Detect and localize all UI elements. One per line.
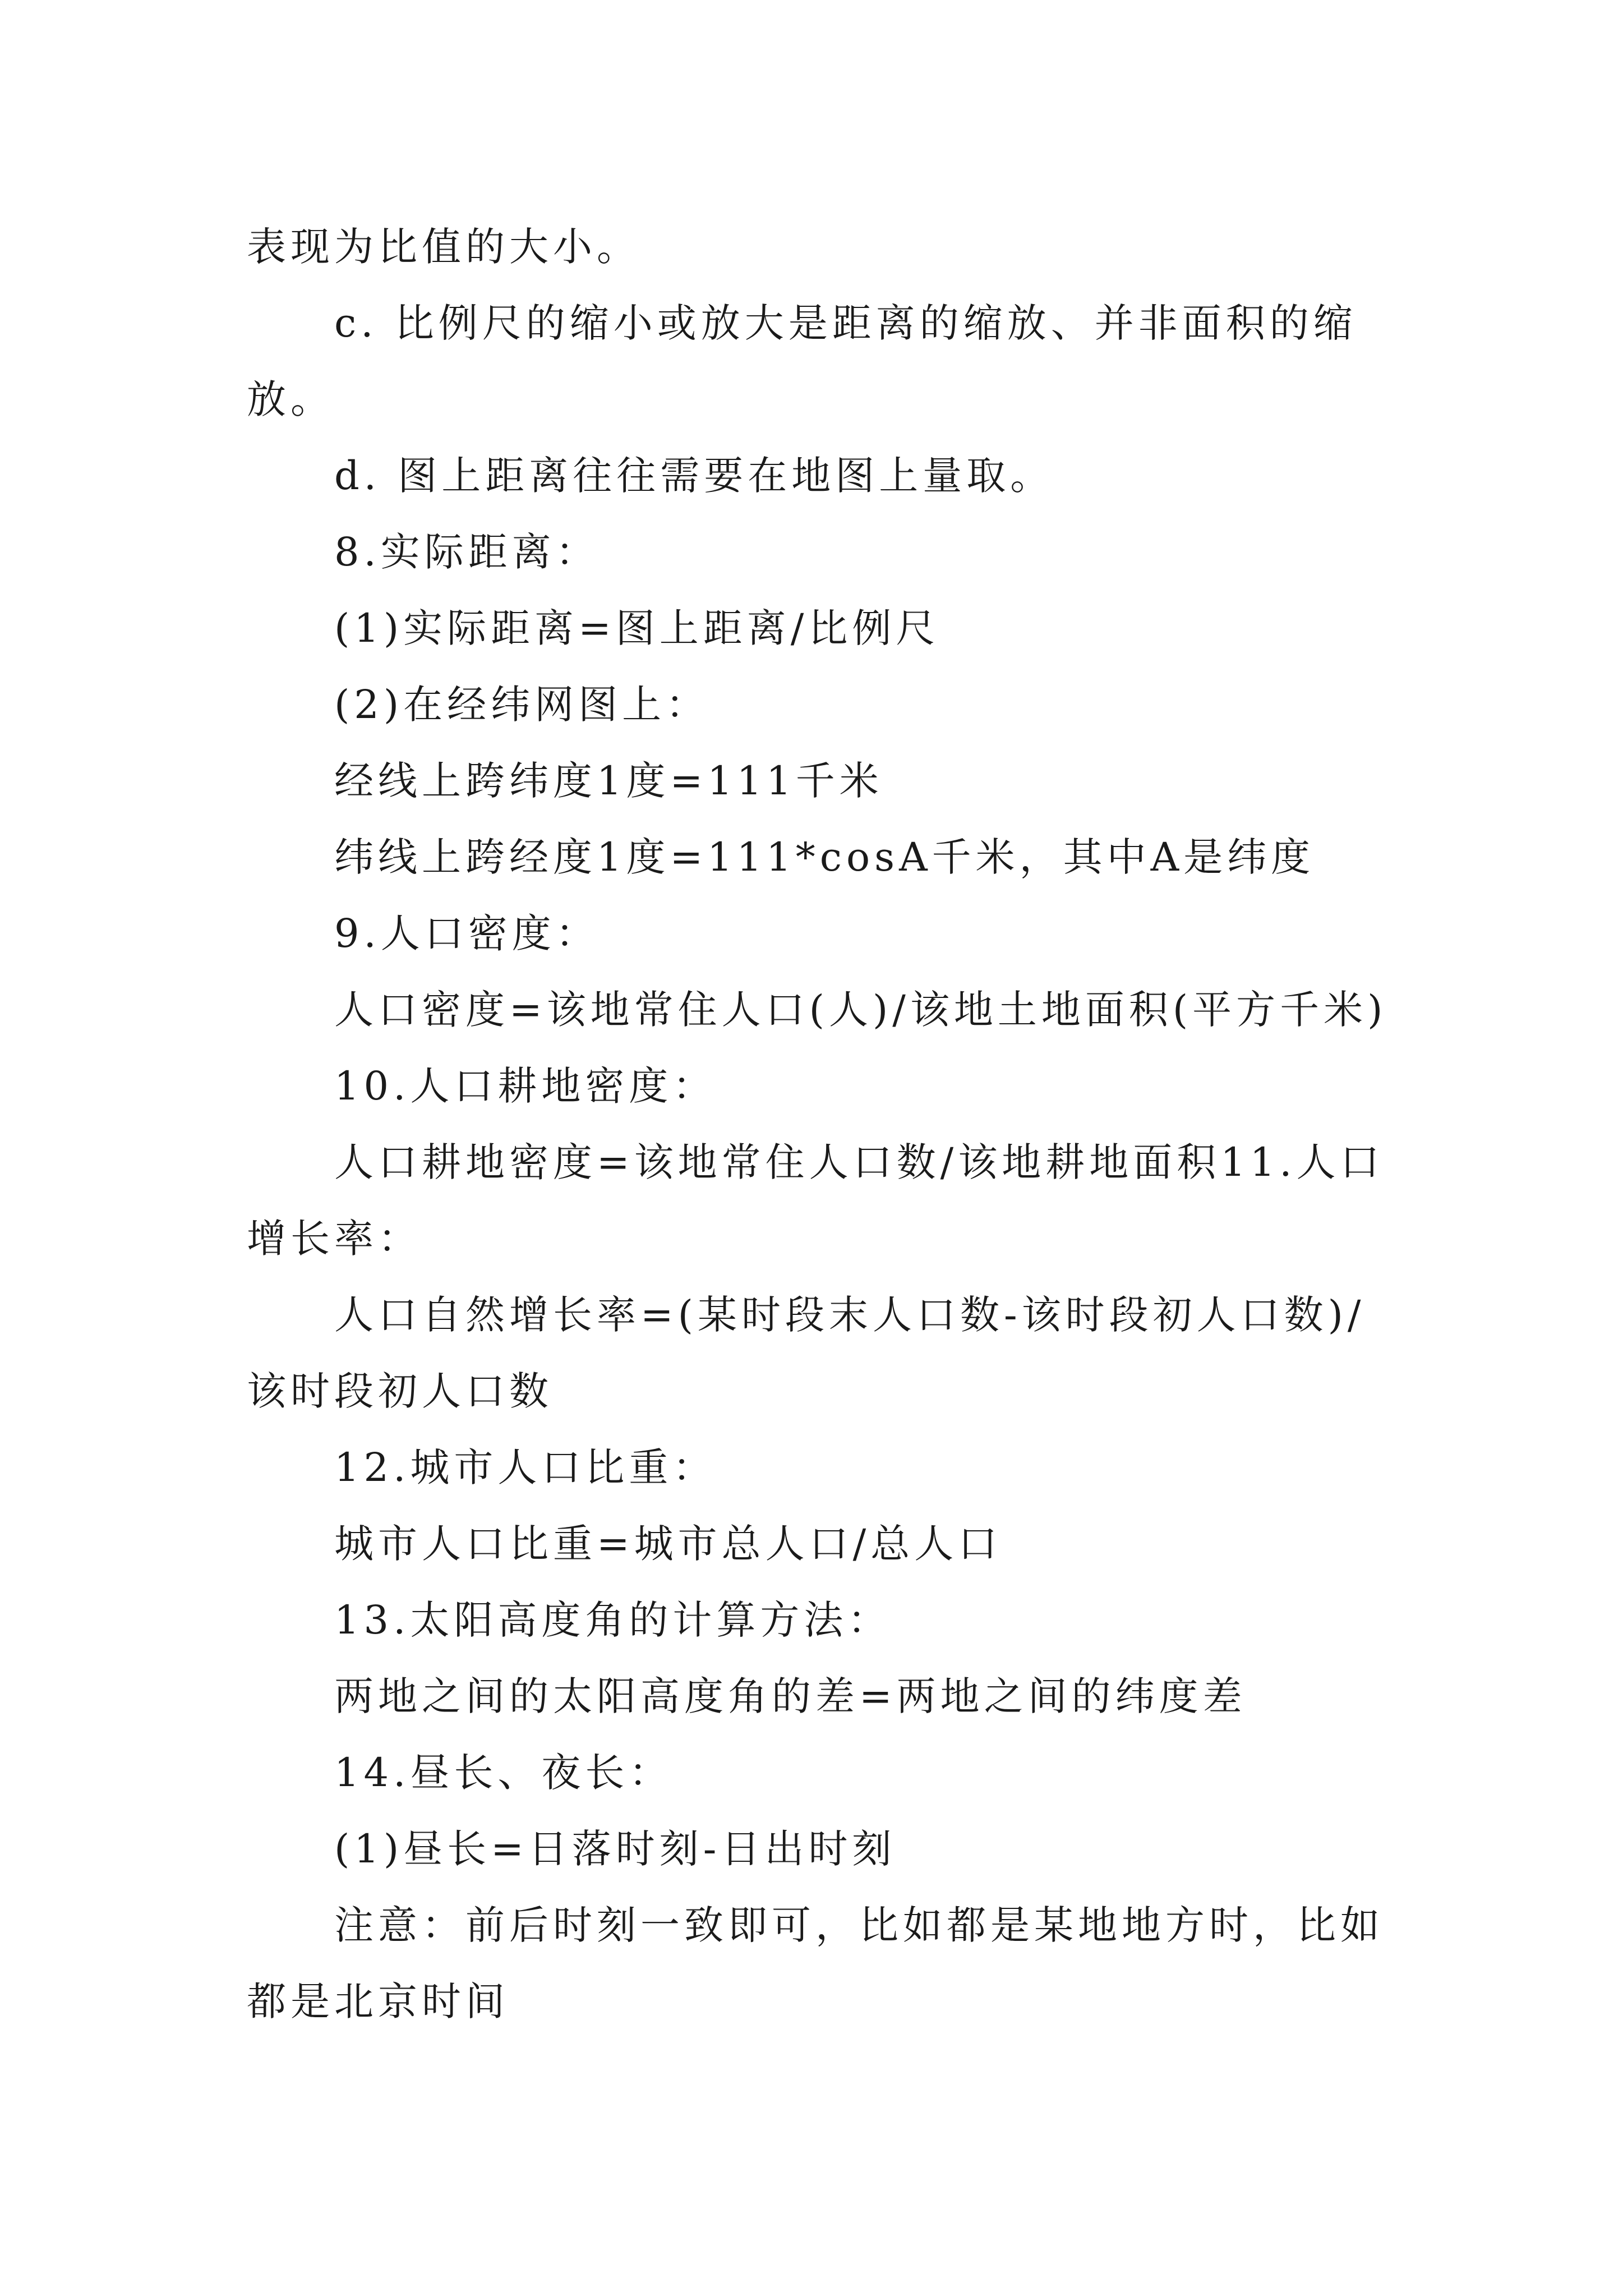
formula-parallel-distance: 纬线上跨经度1度=111*cosA千米，其中A是纬度: [334, 834, 1315, 880]
formula-solar-altitude: 两地之间的太阳高度角的差=两地之间的纬度差: [334, 1673, 1247, 1719]
formula-actual-distance: (1)实际距离=图上距离/比例尺: [334, 605, 940, 651]
heading-farmland-density: 10.人口耕地密度：: [334, 1063, 717, 1109]
formula-farmland-density: 人口耕地密度=该地常住人口数/该地耕地面积11.人口增长率：: [247, 1139, 1384, 1262]
formula-natural-growth-rate: 人口自然增长率=(某时段末人口数-该时段初人口数)/该时段初人口数: [247, 1292, 1366, 1414]
paragraph-ratio-note: 表现为比值的大小。: [247, 224, 640, 270]
document-body: [247, 209, 1391, 2040]
formula-urban-population-ratio: 城市人口比重=城市总人口/总人口: [334, 1521, 1002, 1567]
formula-day-length: (1)昼长=日落时刻-日出时刻: [334, 1826, 896, 1872]
formula-meridian-distance: 经线上跨纬度1度=111千米: [334, 758, 883, 804]
heading-day-night-length: 14.昼长、夜长：: [334, 1750, 673, 1796]
heading-population-density: 9.人口密度：: [334, 910, 600, 956]
formula-population-density: 人口密度=该地常住人口(人)/该地土地面积(平方千米): [334, 987, 1387, 1033]
heading-actual-distance: 8.实际距离：: [334, 529, 600, 575]
heading-urban-population-ratio: 12.城市人口比重：: [334, 1444, 717, 1490]
subheading-graticule: (2)在经纬网图上：: [334, 682, 710, 728]
paragraph-scale-note-c: c. 比例尺的缩小或放大是距离的缩放、并非面积的缩放。: [247, 300, 1357, 422]
note-time-consistency: 注意：前后时刻一致即可，比如都是某地地方时，比如都是北京时间: [247, 1902, 1384, 2024]
heading-solar-altitude: 13.太阳高度角的计算方法：: [334, 1597, 892, 1643]
paragraph-scale-note-d: d. 图上距离往往需要在地图上量取。: [334, 453, 1054, 499]
